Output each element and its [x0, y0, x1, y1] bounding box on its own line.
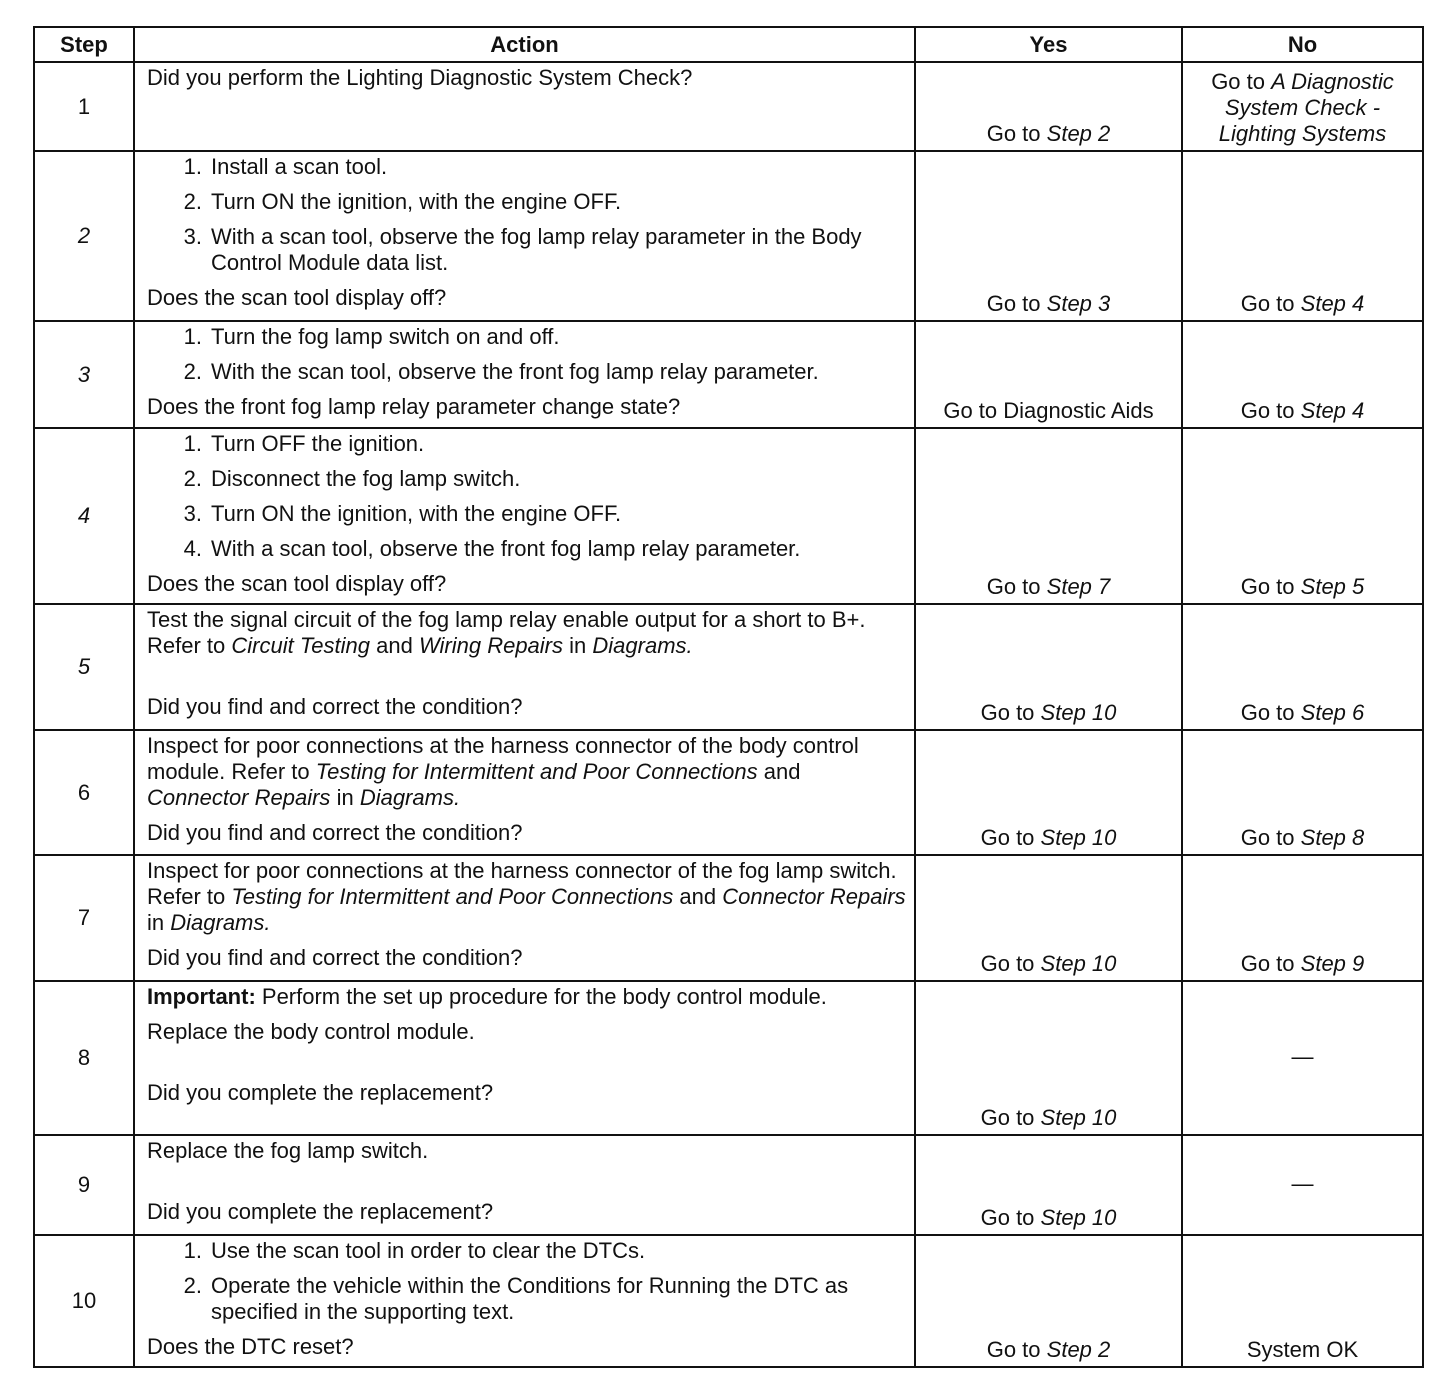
important-note: Important: Perform the set up procedure for the body control module. — [147, 984, 827, 1009]
table-row — [34, 855, 1423, 981]
no-cell: Go to Step 6 — [1182, 604, 1423, 730]
question: Did you find and correct the condition? — [147, 694, 523, 719]
action-cell — [134, 981, 915, 1135]
list-item: 4. With a scan tool, observe the front fog lamp relay parameter. — [183, 536, 801, 561]
list-item: 1. Use the scan tool in order to clear the DTCs. — [183, 1238, 646, 1263]
no-cell: Go to A Diagnostic System Check - Lighting Systems — [1182, 62, 1423, 151]
action-cell — [134, 321, 915, 428]
header-yes: Yes — [915, 27, 1182, 62]
action-cell — [134, 855, 915, 981]
table-row — [34, 1135, 1423, 1235]
instruction: Test the signal circuit of the fog lamp relay enable output for a short to B+. Refer to Circuit Testing and Wiring Repairs in Diagrams. — [147, 607, 866, 658]
action-cell — [134, 604, 915, 730]
instruction: Replace the fog lamp switch. — [147, 1138, 429, 1163]
no-cell: Go to Step 4 — [1182, 151, 1423, 321]
yes-cell: Go to Step 10 — [915, 1135, 1182, 1235]
step-number: 10 — [34, 1235, 134, 1367]
procedure-list — [147, 1238, 906, 1325]
header-step: Step — [34, 27, 134, 62]
question: Did you perform the Lighting Diagnostic System Check? — [147, 65, 693, 90]
table-row — [34, 151, 1423, 321]
instruction: Replace the body control module. — [147, 1019, 475, 1044]
table-row — [34, 604, 1423, 730]
table-row — [34, 62, 1423, 151]
action-cell — [134, 151, 915, 321]
question: Did you complete the replacement? — [147, 1080, 494, 1105]
no-cell: Go to Step 8 — [1182, 730, 1423, 855]
step-number: 6 — [34, 730, 134, 855]
yes-cell: Go to Step 10 — [915, 855, 1182, 981]
question: Did you find and correct the condition? — [147, 820, 523, 845]
question: Does the scan tool display off? — [147, 285, 447, 310]
table-row — [34, 1235, 1423, 1367]
procedure-list — [147, 154, 906, 276]
no-cell: Go to Step 5 — [1182, 428, 1423, 604]
step-number: 4 — [34, 428, 134, 604]
yes-cell: Go to Step 7 — [915, 428, 1182, 604]
header-no: No — [1182, 27, 1423, 62]
no-cell: — — [1182, 981, 1423, 1135]
action-cell — [134, 730, 915, 855]
yes-cell: Go to Step 10 — [915, 730, 1182, 855]
action-cell — [134, 428, 915, 604]
table-row — [34, 730, 1423, 855]
step-number: 2 — [34, 151, 134, 321]
yes-cell: Go to Diagnostic Aids — [915, 321, 1182, 428]
step-number: 5 — [34, 604, 134, 730]
no-cell: Go to Step 4 — [1182, 321, 1423, 428]
step-number: 8 — [34, 981, 134, 1135]
no-cell: Go to Step 9 — [1182, 855, 1423, 981]
question: Did you find and correct the condition? — [147, 945, 523, 970]
question: Does the scan tool display off? — [147, 571, 447, 596]
action-cell — [134, 62, 915, 151]
list-item: 2. Disconnect the fog lamp switch. — [183, 466, 521, 491]
yes-cell: Go to Step 2 — [915, 62, 1182, 151]
list-item: 3. With a scan tool, observe the fog lamp relay parameter in the Body Control Module data list. — [183, 224, 862, 275]
step-number: 3 — [34, 321, 134, 428]
procedure-list — [147, 324, 906, 385]
question: Does the front fog lamp relay parameter change state? — [147, 394, 681, 419]
step-number: 9 — [34, 1135, 134, 1235]
yes-cell: Go to Step 2 — [915, 1235, 1182, 1367]
yes-cell: Go to Step 10 — [915, 604, 1182, 730]
list-item: 1. Turn the fog lamp switch on and off. — [183, 324, 560, 349]
yes-cell: Go to Step 3 — [915, 151, 1182, 321]
yes-cell: Go to Step 10 — [915, 981, 1182, 1135]
header-row — [34, 27, 1423, 62]
list-item: 1. Turn OFF the ignition. — [183, 431, 425, 456]
no-cell: — — [1182, 1135, 1423, 1235]
instruction: Inspect for poor connections at the harness connector of the fog lamp switch. Refer to Testing for Intermittent and Poor Connections and Connector Repairs in Diagrams. — [147, 858, 906, 935]
list-item: 2. Turn ON the ignition, with the engine OFF. — [183, 189, 622, 214]
instruction: Inspect for poor connections at the harness connector of the body control module. Refer to Testing for Intermittent and Poor Connections and Connector Repairs in Diagrams. — [147, 733, 859, 810]
list-item: 2. Operate the vehicle within the Conditions for Running the DTC as specified in the supporting text. — [183, 1273, 849, 1324]
step-number: 1 — [34, 62, 134, 151]
list-item: 3. Turn ON the ignition, with the engine OFF. — [183, 501, 622, 526]
list-item: 2. With the scan tool, observe the front fog lamp relay parameter. — [183, 359, 819, 384]
action-cell — [134, 1235, 915, 1367]
procedure-list — [147, 431, 906, 562]
diagnostic-table — [33, 26, 1424, 1368]
table-row — [34, 321, 1423, 428]
action-cell — [134, 1135, 915, 1235]
question: Did you complete the replacement? — [147, 1199, 494, 1224]
header-action: Action — [134, 27, 915, 62]
table-row — [34, 981, 1423, 1135]
no-cell: System OK — [1182, 1235, 1423, 1367]
table-row — [34, 428, 1423, 604]
question: Does the DTC reset? — [147, 1334, 354, 1359]
step-number: 7 — [34, 855, 134, 981]
list-item: 1. Install a scan tool. — [183, 154, 388, 179]
